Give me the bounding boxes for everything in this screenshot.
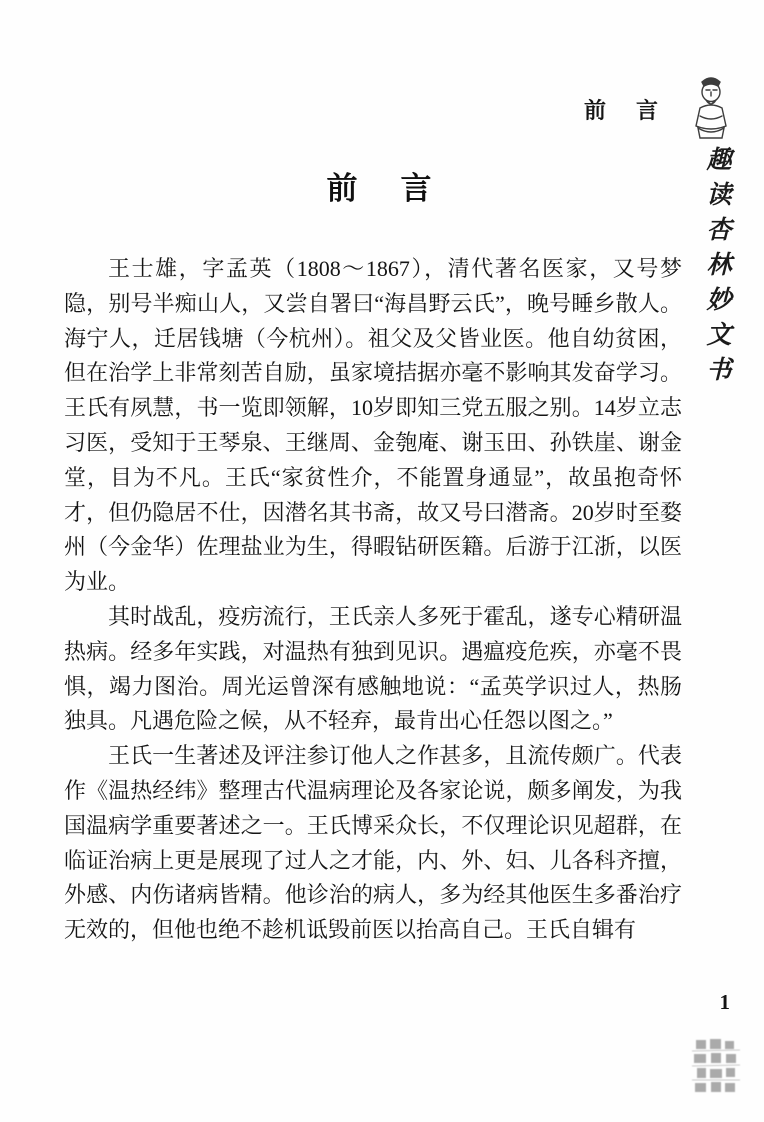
paragraph: 王士雄，字孟英（1808～1867），清代著名医家，又号梦隐，别号半痴山人，又尝自署曰“海昌野云氏”，晚号睡乡散人。海宁人，迁居钱塘（今杭州）。祖父及父皆业医。他自幼贫困，但在治学上非常刻苦自励，虽家境拮据亦毫不影响其发奋学习。王氏有夙慧，书一览即领解，10岁即知三党五服之别。14岁立志习医，受知于王琴泉、王继周、金匏庵、谢玉田、孙铁崖、谢金堂，目为不凡。王氏“家贫性介，不能置身通显”，故虽抱奇怀才，但仍隐居不仕，因潜名其书斋，故又号曰潜斋。20岁时至婺州（今金华）佐理盐业为生，得暇钻研医籍。后游于江浙，以医为业。 — [64, 256, 682, 595]
stamp-icon — [690, 1036, 744, 1106]
body-text — [64, 252, 682, 948]
paragraph: 王氏一生著述及评注参订他人之作甚多，且流传颇广。代表作《温热经纬》整理古代温病理论及各家论说，颇多阐发，为我国温病学重要著述之一。王氏博采众长，不仅理论识见超群，在临证治病上更是展现了过人之才能，内、外、妇、儿各科齐擅，外感、内伤诸病皆精。他诊治的病人，多为经其他医生多番治疗无效的，但他也绝不趁机诋毁前医以抬高自己。王氏自辑有 — [64, 743, 682, 943]
running-head: 前 言 — [583, 98, 662, 123]
page-number: 1 — [719, 990, 730, 1014]
paragraph: 其时战乱，疫疠流行，王氏亲人多死于霍乱，遂专心精研温热病。经多年实践，对温热有独到见识。遇瘟疫危疾，亦毫不畏惧，竭力图治。周光运曾深有感触地说：“孟英学识过人，热肠独具。凡遇危险之候，从不轻弃，最肯出心任怨以图之。” — [64, 603, 682, 734]
scholar-figure-icon — [682, 70, 740, 142]
series-title-vertical: 趣读杏林妙文书 — [703, 146, 730, 391]
page-title: 前 言 — [326, 171, 438, 206]
